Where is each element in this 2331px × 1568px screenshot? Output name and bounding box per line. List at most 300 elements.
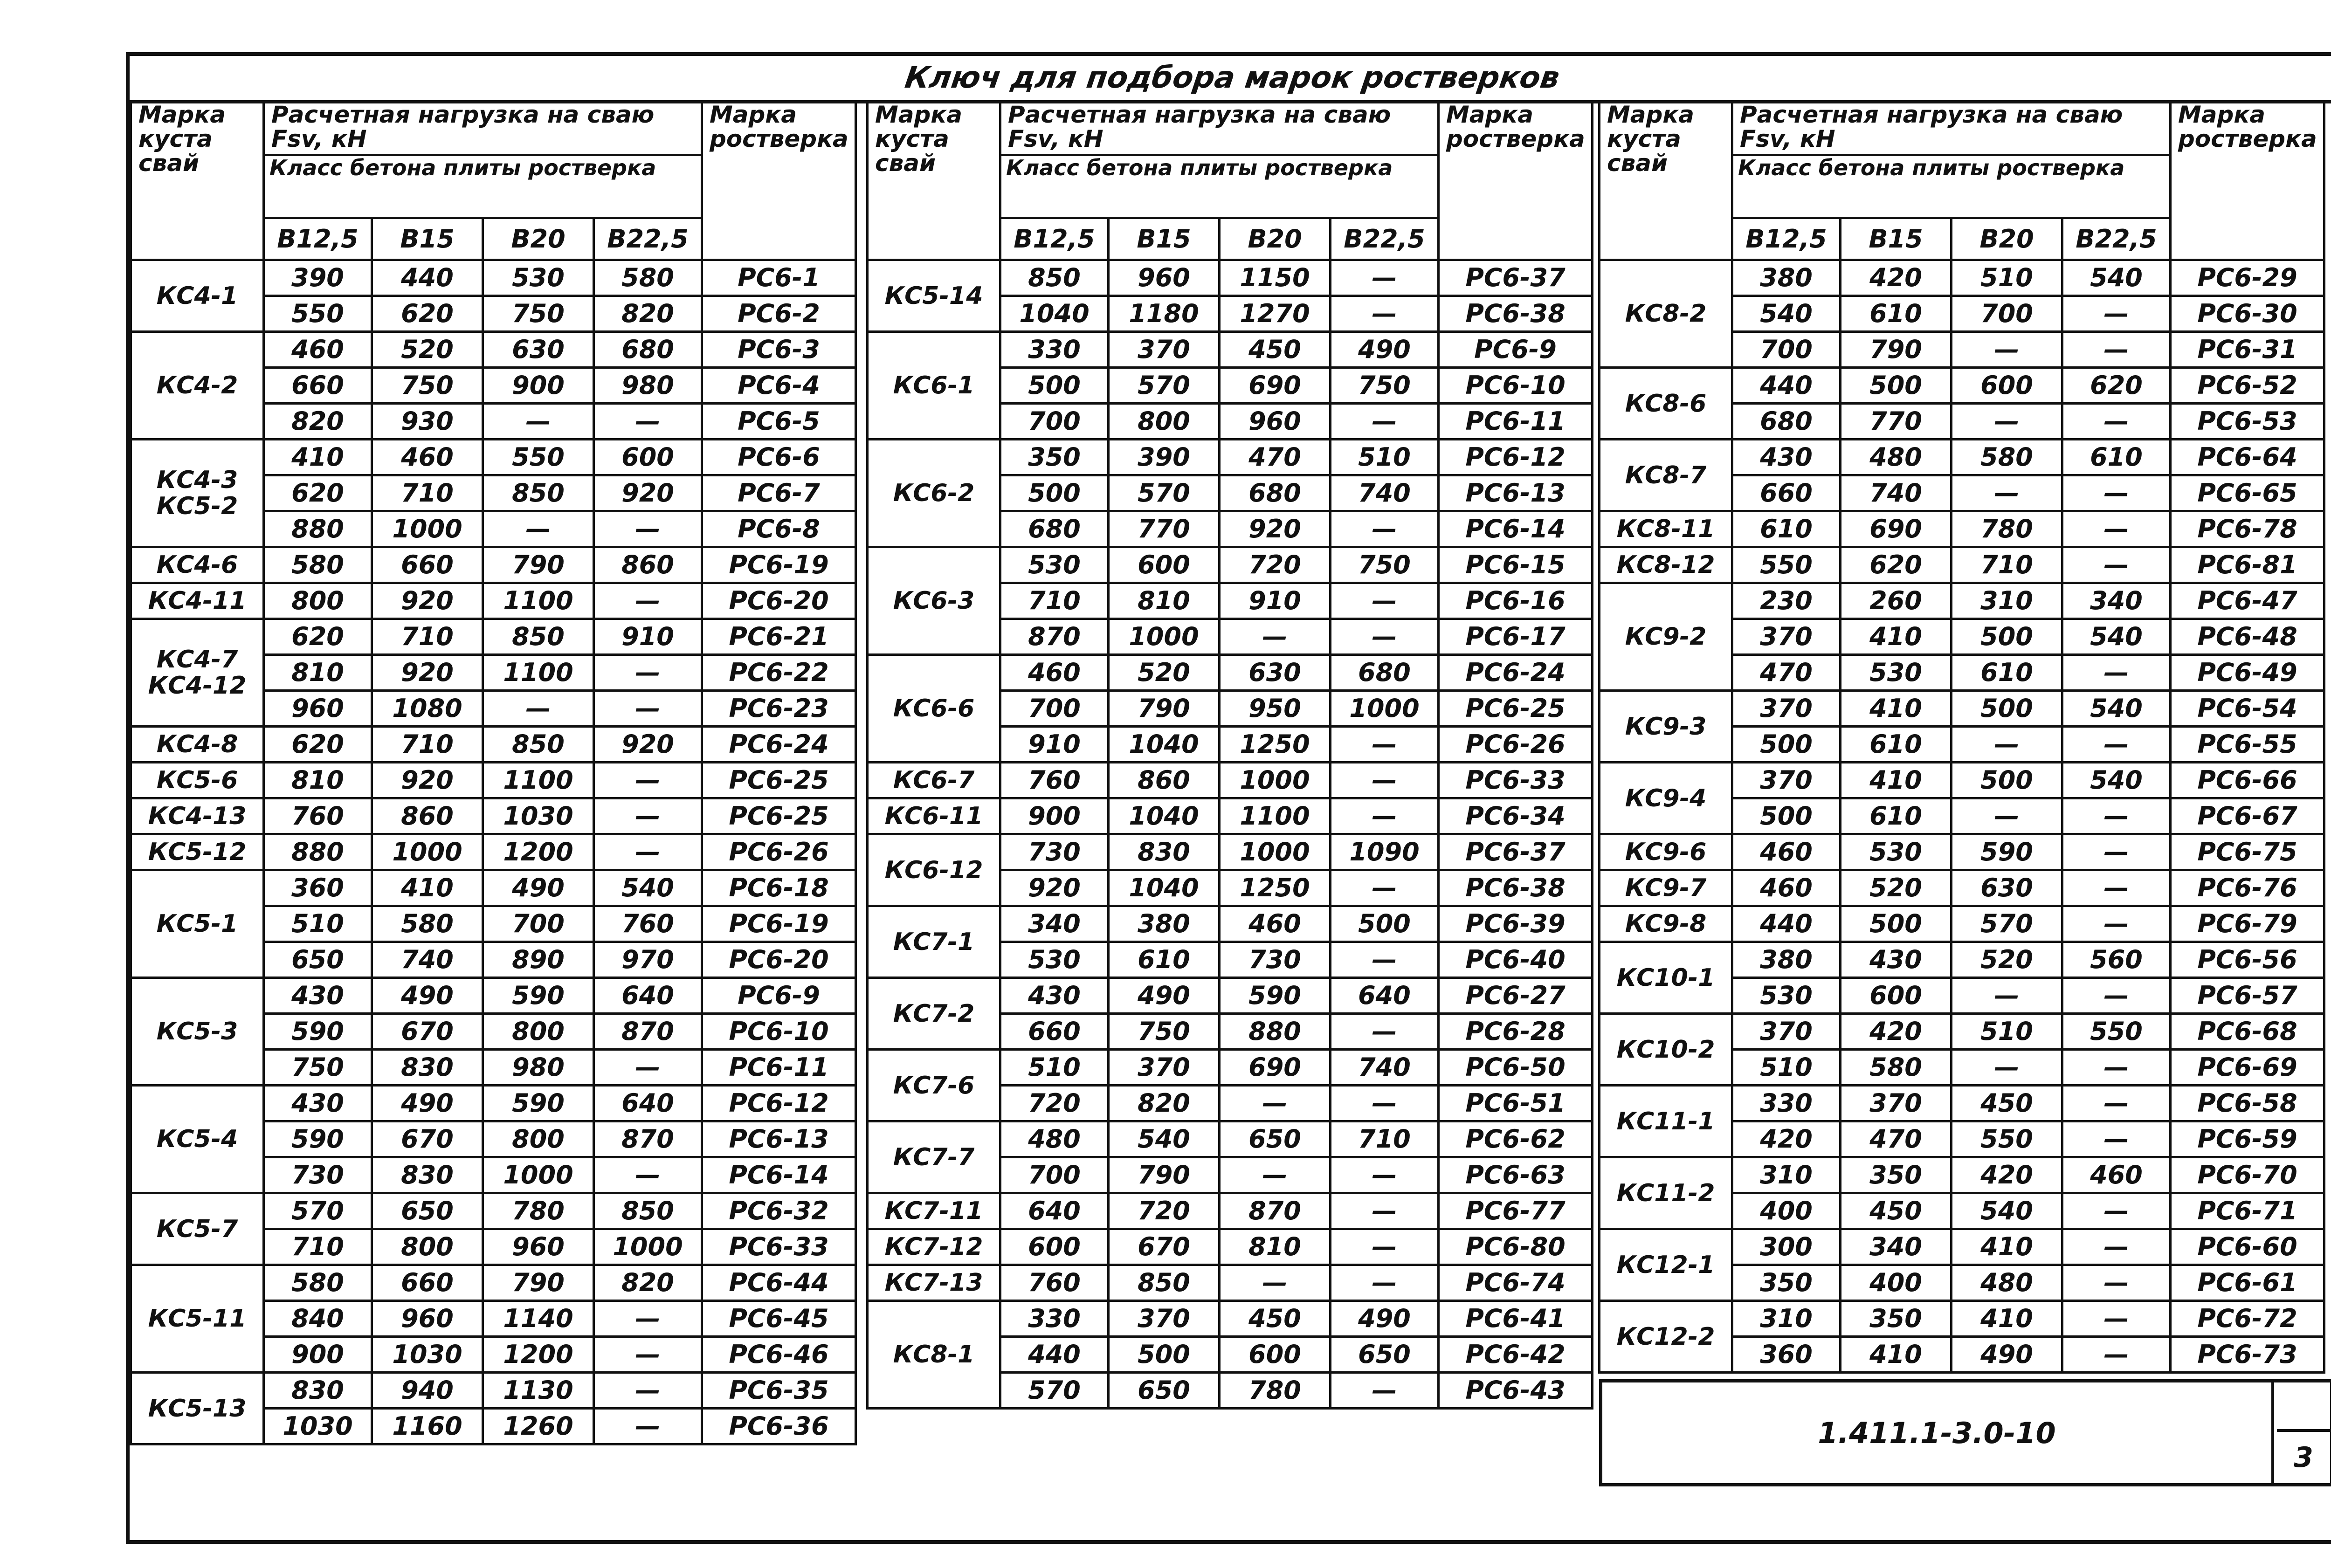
load-value: 710 (1952, 547, 2062, 583)
cluster-mark: КС11-1 (1600, 1086, 1732, 1157)
load-value: 500 (1331, 906, 1439, 942)
load-value: 340 (1000, 906, 1109, 942)
grillage-mark: РС6-60 (2171, 1229, 2324, 1265)
load-value: 1150 (1220, 260, 1331, 296)
load-value: 1040 (1109, 798, 1220, 834)
header-grillage-mark: Марка ростверка (1439, 102, 1593, 260)
load-value: 430 (1000, 978, 1109, 1014)
load-value: 740 (1331, 475, 1439, 511)
load-value: — (1952, 475, 2062, 511)
load-value: — (594, 691, 702, 727)
table-row (131, 1373, 856, 1409)
table-row (131, 440, 856, 475)
load-value: 390 (1109, 440, 1220, 475)
header-cluster-mark: Марка куста свай (1600, 102, 1732, 260)
load-value: 380 (1732, 260, 1841, 296)
load-value: 760 (264, 798, 372, 834)
load-value: 1040 (1000, 296, 1109, 332)
load-value: 740 (1331, 1050, 1439, 1086)
load-value: 1080 (372, 691, 483, 727)
grillage-mark: РС6-13 (1439, 475, 1593, 511)
grillage-mark: РС6-79 (2171, 906, 2324, 942)
load-value: 750 (1109, 1014, 1220, 1050)
load-value: — (2062, 511, 2171, 547)
table-row (868, 1265, 1593, 1301)
load-value: — (2062, 655, 2171, 691)
load-value: 590 (1952, 834, 2062, 870)
load-value: — (594, 655, 702, 691)
load-value: 350 (1000, 440, 1109, 475)
cluster-mark: КС4-1 (131, 260, 264, 332)
load-value: 610 (1841, 727, 1952, 763)
load-value: 1100 (1220, 798, 1331, 834)
load-value: 500 (1841, 906, 1952, 942)
grillage-mark: РС6-17 (1439, 619, 1593, 655)
load-value: — (1952, 1050, 2062, 1086)
load-value: 390 (264, 260, 372, 296)
header-class-2: B20 (1220, 218, 1331, 260)
load-value: 490 (372, 978, 483, 1014)
load-value: 920 (372, 655, 483, 691)
load-value: 480 (1952, 1265, 2062, 1301)
load-value: 580 (1841, 1050, 1952, 1086)
load-value: 760 (1000, 1265, 1109, 1301)
load-value: 670 (372, 1121, 483, 1157)
load-value: 410 (1952, 1301, 2062, 1337)
cluster-mark: КС5-13 (131, 1373, 264, 1444)
grillage-mark: РС6-62 (1439, 1121, 1593, 1157)
header-class-2: B20 (483, 218, 594, 260)
load-value: 910 (1000, 727, 1109, 763)
load-value: 640 (1331, 978, 1439, 1014)
cluster-mark: КС9-6 (1600, 834, 1732, 870)
grillage-mark: РС6-21 (702, 619, 856, 655)
table-row (868, 440, 1593, 475)
cluster-mark: КС8-2 (1600, 260, 1732, 368)
load-value: 530 (483, 260, 594, 296)
header-design-load: Расчетная нагрузка на сваю Fsv, кН (1000, 102, 1439, 155)
cluster-mark: КС10-1 (1600, 942, 1732, 1014)
header-design-load: Расчетная нагрузка на сваю Fsv, кН (264, 102, 702, 155)
table-row (131, 619, 856, 655)
table-row (1600, 906, 2324, 942)
grillage-mark: РС6-63 (1439, 1157, 1593, 1193)
load-value: 550 (2062, 1014, 2171, 1050)
load-value: 480 (1000, 1121, 1109, 1157)
load-value: 620 (2062, 368, 2171, 404)
cluster-mark: КС5-1 (131, 870, 264, 978)
load-value: 420 (1841, 260, 1952, 296)
grillage-mark: РС6-5 (702, 404, 856, 440)
grillage-mark: РС6-49 (2171, 655, 2324, 691)
cluster-mark: КС4-7 КС4-12 (131, 619, 264, 727)
load-value: 470 (1841, 1121, 1952, 1157)
load-value: 460 (1732, 870, 1841, 906)
load-value: 730 (1220, 942, 1331, 978)
cluster-mark: КС8-11 (1600, 511, 1732, 547)
grillage-mark: РС6-72 (2171, 1301, 2324, 1337)
cluster-mark: КС6-1 (868, 332, 1000, 440)
grillage-mark: РС6-54 (2171, 691, 2324, 727)
load-value: 570 (1109, 368, 1220, 404)
grillage-mark: РС6-10 (1439, 368, 1593, 404)
cluster-mark: КС7-12 (868, 1229, 1000, 1265)
load-value: 1100 (483, 763, 594, 798)
grillage-mark: РС6-28 (1439, 1014, 1593, 1050)
load-value: — (2062, 870, 2171, 906)
load-value: 370 (1109, 332, 1220, 368)
table-row (868, 655, 1593, 691)
load-value: 610 (1952, 655, 2062, 691)
grillage-mark: РС6-33 (702, 1229, 856, 1265)
load-value: 960 (1220, 404, 1331, 440)
grillage-mark: РС6-59 (2171, 1121, 2324, 1157)
load-value: 900 (264, 1337, 372, 1373)
table-row (868, 1050, 1593, 1086)
load-value: — (1331, 1193, 1439, 1229)
grillage-mark: РС6-25 (702, 798, 856, 834)
load-value: 1030 (372, 1337, 483, 1373)
load-value: — (2062, 1050, 2171, 1086)
grillage-mark: РС6-12 (702, 1086, 856, 1121)
cluster-mark: КС7-7 (868, 1121, 1000, 1193)
grillage-mark: РС6-38 (1439, 296, 1593, 332)
load-value: 430 (1732, 440, 1841, 475)
load-value: 490 (1109, 978, 1220, 1014)
load-value: 690 (1841, 511, 1952, 547)
load-value: 830 (372, 1050, 483, 1086)
grillage-mark: РС6-65 (2171, 475, 2324, 511)
load-value: — (2062, 296, 2171, 332)
load-value: 650 (264, 942, 372, 978)
load-value: 350 (1732, 1265, 1841, 1301)
load-value: 480 (1841, 440, 1952, 475)
load-value: — (2062, 978, 2171, 1014)
cluster-mark: КС4-13 (131, 798, 264, 834)
load-value: 340 (1841, 1229, 1952, 1265)
load-value: 810 (1109, 583, 1220, 619)
load-value: 700 (1000, 691, 1109, 727)
load-value: 470 (1732, 655, 1841, 691)
load-value: 660 (1000, 1014, 1109, 1050)
grillage-mark: РС6-57 (2171, 978, 2324, 1014)
cluster-mark: КС4-2 (131, 332, 264, 440)
load-value: 930 (372, 404, 483, 440)
load-value: 1100 (483, 655, 594, 691)
table-row (131, 260, 856, 296)
load-value: 410 (1841, 1337, 1952, 1373)
load-value: 720 (1109, 1193, 1220, 1229)
table-row (131, 870, 856, 906)
load-value: — (594, 1337, 702, 1373)
table-row (868, 1301, 1593, 1337)
load-value: 750 (264, 1050, 372, 1086)
table-row (131, 1193, 856, 1229)
grillage-mark: РС6-14 (702, 1157, 856, 1193)
table-row (131, 978, 856, 1014)
load-value: 370 (1732, 619, 1841, 655)
load-value: — (1331, 1086, 1439, 1121)
grillage-mark: РС6-58 (2171, 1086, 2324, 1121)
load-value: 410 (1841, 763, 1952, 798)
load-value: 570 (264, 1193, 372, 1229)
load-value: 980 (483, 1050, 594, 1086)
load-value: 540 (2062, 619, 2171, 655)
load-value: 1000 (1331, 691, 1439, 727)
load-value: 370 (1109, 1050, 1220, 1086)
load-value: 460 (264, 332, 372, 368)
load-value: 670 (372, 1014, 483, 1050)
load-value: 750 (1331, 547, 1439, 583)
load-value: 710 (372, 619, 483, 655)
load-value: 650 (1109, 1373, 1220, 1409)
table-row (131, 763, 856, 798)
cluster-mark: КС6-7 (868, 763, 1000, 798)
load-value: 360 (264, 870, 372, 906)
load-value: 590 (264, 1014, 372, 1050)
load-value: 370 (1841, 1086, 1952, 1121)
load-value: 800 (1109, 404, 1220, 440)
header-class-1: B15 (372, 218, 483, 260)
load-value: — (483, 511, 594, 547)
load-value: — (594, 1301, 702, 1337)
load-value: 960 (483, 1229, 594, 1265)
load-value: — (2062, 1193, 2171, 1229)
load-value: 1130 (483, 1373, 594, 1409)
cluster-mark: КС9-2 (1600, 583, 1732, 691)
grillage-mark: РС6-51 (1439, 1086, 1593, 1121)
load-value: 310 (1732, 1157, 1841, 1193)
load-value: 340 (2062, 583, 2171, 619)
load-value: — (1331, 727, 1439, 763)
load-value: 1200 (483, 834, 594, 870)
load-value: 870 (594, 1014, 702, 1050)
grillage-mark: РС6-29 (2171, 260, 2324, 296)
grillage-mark: РС6-11 (1439, 404, 1593, 440)
cluster-mark: КС7-6 (868, 1050, 1000, 1121)
load-value: 580 (264, 547, 372, 583)
load-value: 790 (483, 1265, 594, 1301)
load-value: 920 (594, 475, 702, 511)
header-class-0: B12,5 (264, 218, 372, 260)
grillage-mark: РС6-20 (702, 942, 856, 978)
load-value: 680 (1732, 404, 1841, 440)
cluster-mark: КС7-11 (868, 1193, 1000, 1229)
table-row (1600, 1229, 2324, 1265)
load-value: 970 (594, 942, 702, 978)
grillage-mark: РС6-26 (702, 834, 856, 870)
load-value: 460 (1000, 655, 1109, 691)
grillage-mark: РС6-25 (1439, 691, 1593, 727)
load-value: 230 (1732, 583, 1841, 619)
load-value: 260 (1841, 583, 1952, 619)
load-value: 500 (1000, 475, 1109, 511)
load-value: 640 (594, 978, 702, 1014)
load-value: 1000 (483, 1157, 594, 1193)
grillage-mark: РС6-69 (2171, 1050, 2324, 1086)
load-value: — (2062, 1121, 2171, 1157)
load-value: 630 (1952, 870, 2062, 906)
load-value: 520 (372, 332, 483, 368)
grillage-mark: РС6-34 (1439, 798, 1593, 834)
grillage-mark: РС6-46 (702, 1337, 856, 1373)
load-value: 1140 (483, 1301, 594, 1337)
load-value: 310 (1732, 1301, 1841, 1337)
load-value: 460 (1220, 906, 1331, 942)
cluster-mark: КС4-6 (131, 547, 264, 583)
table-row (131, 798, 856, 834)
grillage-mark: РС6-37 (1439, 834, 1593, 870)
load-value: 310 (1952, 583, 2062, 619)
table-row (1600, 942, 2324, 978)
load-value: 800 (264, 583, 372, 619)
grillage-mark: РС6-45 (702, 1301, 856, 1337)
load-value: 490 (1331, 332, 1439, 368)
grillage-mark: РС6-37 (1439, 260, 1593, 296)
cluster-mark: КС8-1 (868, 1301, 1000, 1409)
grillage-mark: РС6-32 (702, 1193, 856, 1229)
grillage-mark: РС6-16 (1439, 583, 1593, 619)
load-value: 520 (1841, 870, 1952, 906)
load-value: 810 (264, 763, 372, 798)
load-value: 510 (1000, 1050, 1109, 1086)
grillage-mark: РС6-81 (2171, 547, 2324, 583)
load-value: 950 (1220, 691, 1331, 727)
load-value: 330 (1000, 332, 1109, 368)
grillage-mark: РС6-19 (702, 906, 856, 942)
load-value: 590 (1220, 978, 1331, 1014)
load-value: 420 (1841, 1014, 1952, 1050)
load-value: 510 (264, 906, 372, 942)
load-value: 1250 (1220, 870, 1331, 906)
load-value: — (1331, 511, 1439, 547)
load-value: — (594, 763, 702, 798)
load-value: 500 (1732, 727, 1841, 763)
grillage-mark: РС6-4 (702, 368, 856, 404)
load-value: 640 (594, 1086, 702, 1121)
load-value: — (594, 1050, 702, 1086)
load-value: 790 (1841, 332, 1952, 368)
cluster-mark: КС12-2 (1600, 1301, 1732, 1373)
cluster-mark: КС6-12 (868, 834, 1000, 906)
header-class-1: B15 (1109, 218, 1220, 260)
load-value: — (1331, 1265, 1439, 1301)
load-value: 710 (264, 1229, 372, 1265)
load-value: 650 (1220, 1121, 1331, 1157)
header-concrete-class: Класс бетона плиты ростверка (1000, 155, 1439, 218)
load-value: 440 (1732, 368, 1841, 404)
load-value: 530 (1841, 834, 1952, 870)
load-value: 780 (1952, 511, 2062, 547)
load-value: 540 (594, 870, 702, 906)
load-value: 1270 (1220, 296, 1331, 332)
load-value: 800 (372, 1229, 483, 1265)
load-value: 540 (2062, 763, 2171, 798)
cluster-mark: КС8-7 (1600, 440, 1732, 511)
load-value: 740 (1841, 475, 1952, 511)
cluster-mark: КС6-3 (868, 547, 1000, 655)
load-value: — (1331, 870, 1439, 906)
cluster-mark: КС5-12 (131, 834, 264, 870)
load-value: 860 (1109, 763, 1220, 798)
load-value: 680 (594, 332, 702, 368)
grillage-mark: РС6-9 (1439, 332, 1593, 368)
load-value: 550 (264, 296, 372, 332)
load-value: — (2062, 1301, 2171, 1337)
header-class-0: B12,5 (1000, 218, 1109, 260)
load-value: 590 (483, 1086, 594, 1121)
load-value: — (594, 511, 702, 547)
cluster-mark: КС12-1 (1600, 1229, 1732, 1301)
load-value: 620 (1841, 547, 1952, 583)
load-value: 870 (1000, 619, 1109, 655)
grillage-mark: РС6-71 (2171, 1193, 2324, 1229)
load-value: 680 (1220, 475, 1331, 511)
load-value: — (1331, 404, 1439, 440)
load-value: 590 (483, 978, 594, 1014)
load-value: 810 (264, 655, 372, 691)
load-value: 450 (1952, 1086, 2062, 1121)
load-value: — (1331, 1229, 1439, 1265)
table-row (868, 1121, 1593, 1157)
header-class-3: B22,5 (594, 218, 702, 260)
load-value: 790 (483, 547, 594, 583)
load-value: 370 (1732, 1014, 1841, 1050)
load-value: 410 (1841, 691, 1952, 727)
load-value: 650 (372, 1193, 483, 1229)
header-concrete-class: Класс бетона плиты ростверка (264, 155, 702, 218)
load-value: 400 (1841, 1265, 1952, 1301)
load-value: 730 (264, 1157, 372, 1193)
load-value: 590 (264, 1121, 372, 1157)
header-class-2: B20 (1952, 218, 2062, 260)
grillage-mark: РС6-3 (702, 332, 856, 368)
load-value: 720 (1000, 1086, 1109, 1121)
cluster-mark: КС10-2 (1600, 1014, 1732, 1086)
load-value: 470 (1220, 440, 1331, 475)
header-concrete-class: Класс бетона плиты ростверка (1732, 155, 2171, 218)
grillage-mark: РС6-1 (702, 260, 856, 296)
load-value: — (2062, 798, 2171, 834)
cluster-mark: КС6-6 (868, 655, 1000, 763)
grillage-mark: РС6-61 (2171, 1265, 2324, 1301)
load-value: 510 (1732, 1050, 1841, 1086)
grillage-mark: РС6-38 (1439, 870, 1593, 906)
load-value: 1200 (483, 1337, 594, 1373)
grillage-mark: РС6-22 (702, 655, 856, 691)
load-value: 580 (594, 260, 702, 296)
load-value: 490 (372, 1086, 483, 1121)
load-value: — (2062, 906, 2171, 942)
load-value: 430 (264, 1086, 372, 1121)
load-value: — (1952, 727, 2062, 763)
load-value: 750 (483, 296, 594, 332)
load-value: — (2062, 1265, 2171, 1301)
cluster-mark: КС7-13 (868, 1265, 1000, 1301)
load-value: 410 (264, 440, 372, 475)
header-cluster-mark: Марка куста свай (868, 102, 1000, 260)
load-value: 370 (1109, 1301, 1220, 1337)
load-value: 880 (264, 834, 372, 870)
load-value: 800 (483, 1121, 594, 1157)
grillage-mark: РС6-42 (1439, 1337, 1593, 1373)
load-value: 880 (264, 511, 372, 547)
load-value: 350 (1841, 1301, 1952, 1337)
load-value: 910 (1220, 583, 1331, 619)
load-value: 510 (1331, 440, 1439, 475)
table-row (1600, 834, 2324, 870)
load-value: 370 (1732, 763, 1841, 798)
